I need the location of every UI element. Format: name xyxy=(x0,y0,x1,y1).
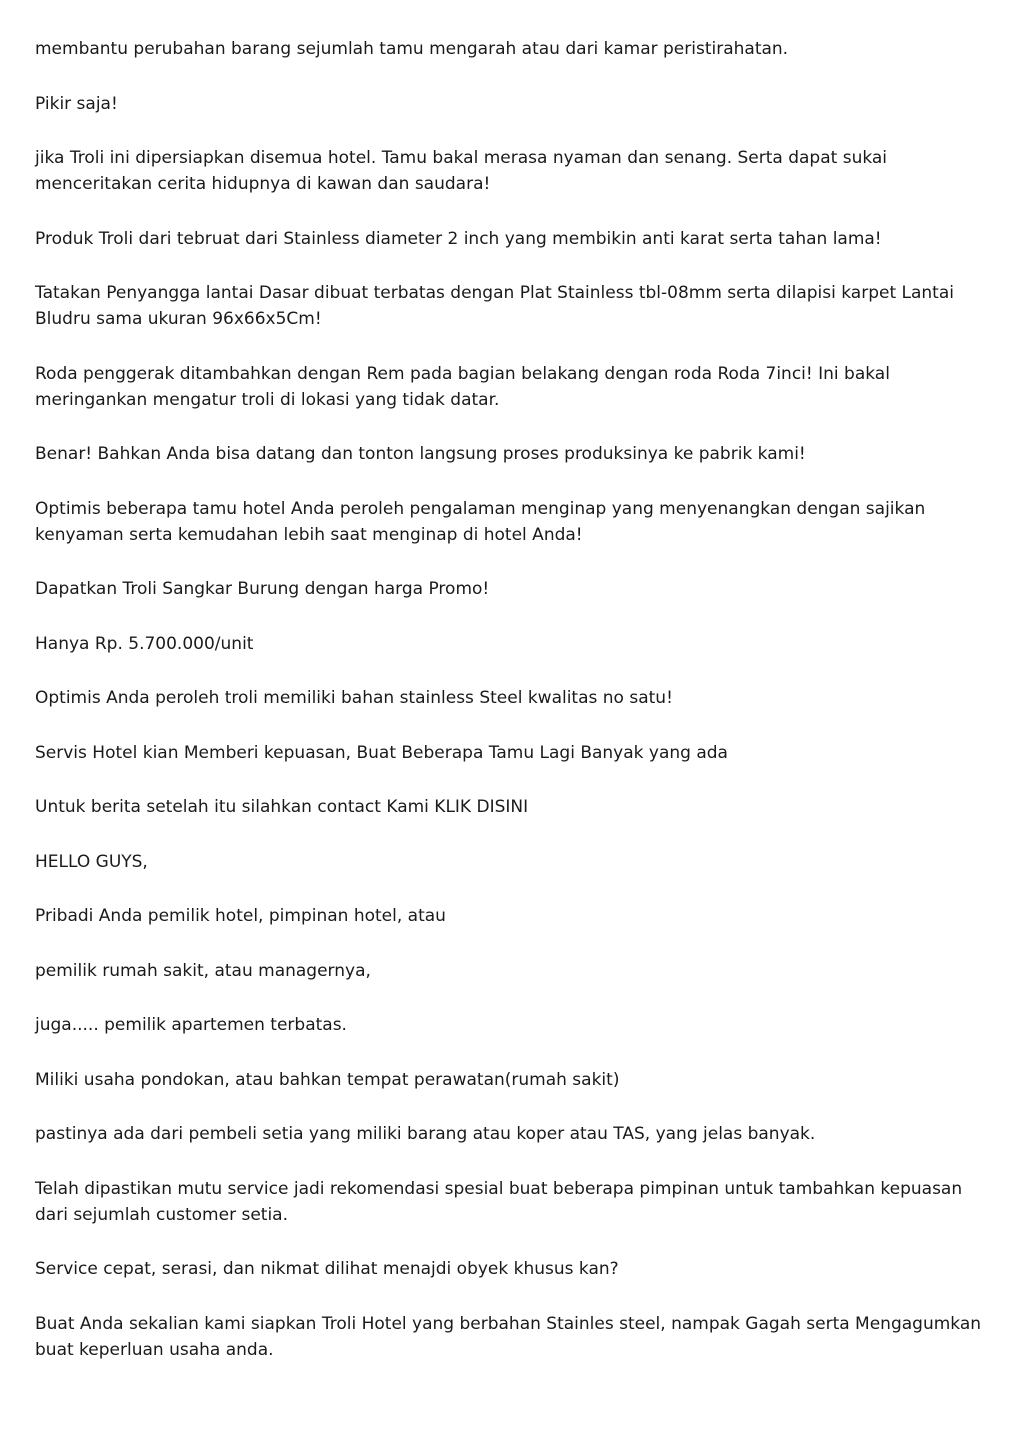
paragraph-optimis-bahan: Optimis Anda peroleh troli memiliki bahan stainless Steel kwalitas no satu! xyxy=(35,688,673,708)
paragraph-tatakan: Tatakan Penyangga lantai Dasar dibuat terbatas dengan Plat Stainless tbl-08mm serta dilapisi karpet Lantai Bludru sama ukuran 96x66x5Cm! xyxy=(35,283,954,329)
paragraph-troli-hotel: jika Troli ini dipersiapkan disemua hotel. Tamu bakal merasa nyaman dan senang. Serta dapat sukai menceritakan cerita hidupnya di kawan dan saudara! xyxy=(35,148,888,194)
paragraph-pemilik-hotel: Pribadi Anda pemilik hotel, pimpinan hotel, atau xyxy=(35,906,446,926)
paragraph-pondokan: Miliki usaha pondokan, atau bahkan tempat perawatan(rumah sakit) xyxy=(35,1069,620,1090)
paragraph-benar: Benar! Bahkan Anda bisa datang dan tonton langsung proses produksinya ke pabrik kami! xyxy=(35,444,806,464)
paragraph-pembeli: pastinya ada dari pembeli setia yang miliki barang atau koper atau TAS, yang jelas banyak. xyxy=(35,1124,816,1144)
paragraph-contact: Untuk berita setelah itu silahkan contact Kami KLIK DISINI xyxy=(35,797,529,817)
paragraph-roda: Roda penggerak ditambahkan dengan Rem pada bagian belakang dengan roda Roda 7inci! Ini bakal meringankan mengatur troli di lokasi yang tidak datar. xyxy=(35,363,890,410)
paragraph-promo: Dapatkan Troli Sangkar Burung dengan harga Promo! xyxy=(35,579,490,599)
paragraph-hello: HELLO GUYS, xyxy=(35,851,148,872)
paragraph-optimis-tamu: Optimis beberapa tamu hotel Anda peroleh pengalaman menginap yang menyenangkan dengan sajikan kenyaman serta kemudahan lebih saat menginap di hotel Anda! xyxy=(35,498,926,545)
paragraph-pikir-saja: Pikir saja! xyxy=(35,93,118,114)
paragraph-apartemen: juga..... pemilik apartemen terbatas. xyxy=(35,1015,347,1035)
paragraph-price: Hanya Rp. 5.700.000/unit xyxy=(35,633,254,654)
document-body xyxy=(35,36,995,1391)
paragraph-closing: Buat Anda sekalian kami siapkan Troli Hotel yang berbahan Stainles steel, nampak Gagah serta Mengagumkan buat keperluan usaha anda. xyxy=(35,1313,982,1360)
paragraph-service-cepat: Service cepat, serasi, dan nikmat dilihat menajdi obyek khusus kan? xyxy=(35,1259,619,1279)
paragraph-mutu-service: Telah dipastikan mutu service jadi rekomendasi spesial buat beberapa pimpinan untuk tambahkan kepuasan dari sejumlah customer setia. xyxy=(35,1178,963,1225)
paragraph-rumah-sakit: pemilik rumah sakit, atau managernya, xyxy=(35,960,371,981)
paragraph-produk-troli: Produk Troli dari tebruat dari Stainless diameter 2 inch yang membikin anti karat serta tahan lama! xyxy=(35,228,882,249)
paragraph-servis: Servis Hotel kian Memberi kepuasan, Buat Beberapa Tamu Lagi Banyak yang ada xyxy=(35,742,728,763)
paragraph-intro: membantu perubahan barang sejumlah tamu mengarah atau dari kamar peristirahatan. xyxy=(35,39,789,59)
